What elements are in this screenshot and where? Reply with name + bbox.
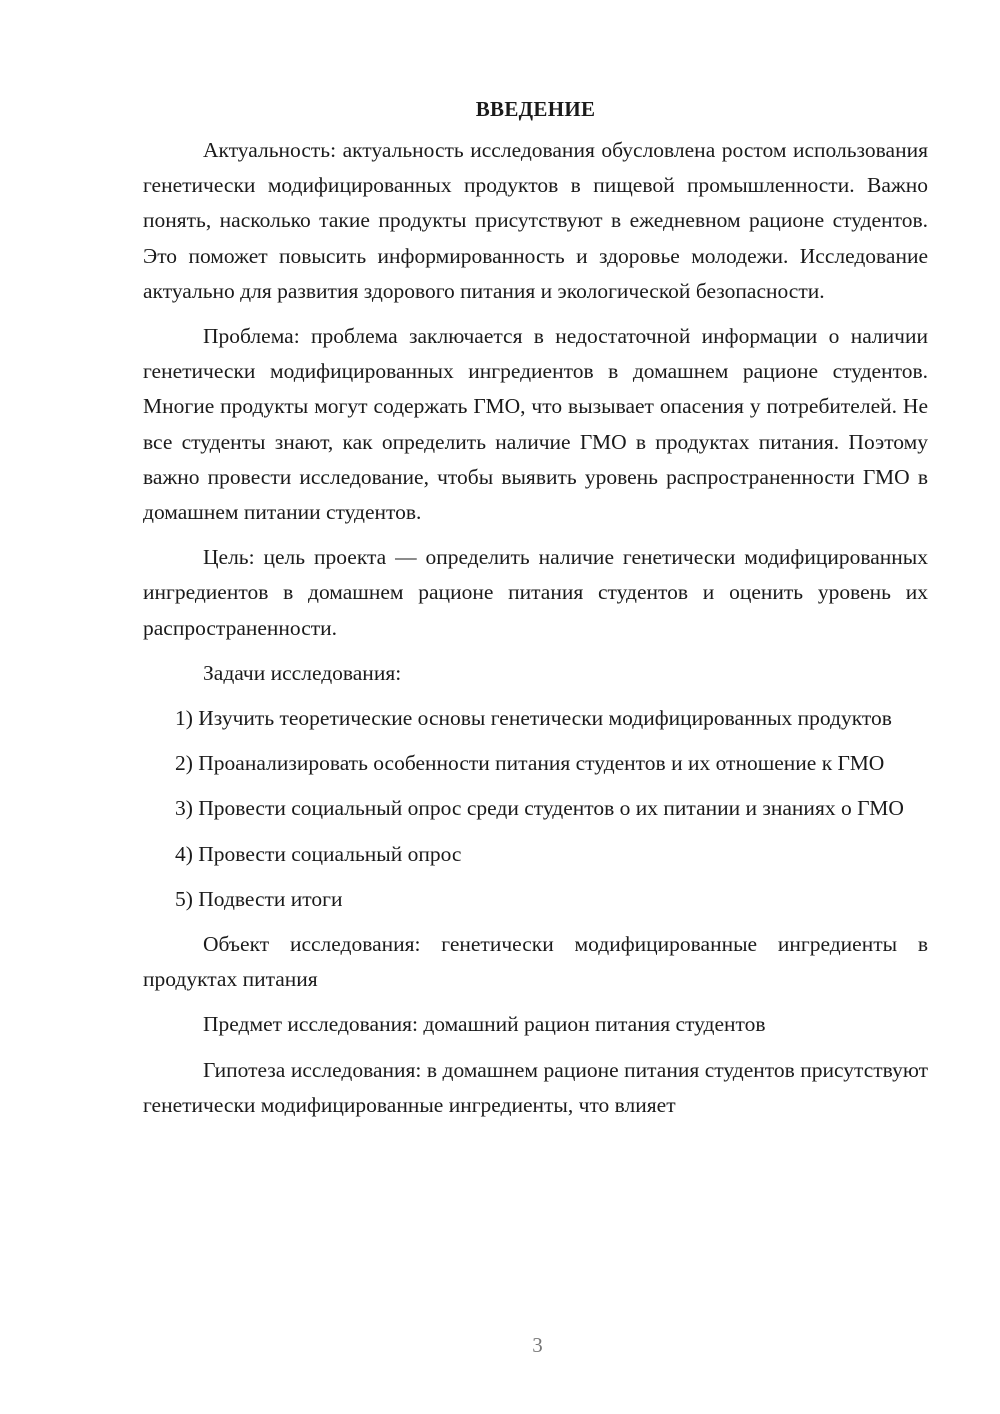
task-item-3: 3) Провести социальный опрос среди студентов о их питании и знаниях о ГМО [175, 796, 904, 821]
relevance-paragraph: Актуальность: актуальность исследования обусловлена ростом использования генетически модифицированных продуктов в пищевой промышленности. Важно понять, насколько такие продукты присутствуют в ежедневном рационе студентов. Это поможет повысить информированность и здоровье молодежи. Исследование актуально для развития здорового питания и экологической безопасности. [143, 138, 928, 303]
task-item-4: 4) Провести социальный опрос [175, 841, 462, 866]
goal-paragraph: Цель: цель проекта — определить наличие генетически модифицированных ингредиентов в домашнем рационе питания студентов и оценить уровень их распространенности. [143, 545, 928, 640]
page-body [143, 92, 928, 1133]
page-number: 3 [532, 1333, 543, 1357]
research-object-paragraph: Объект исследования: генетически модифицированные ингредиенты в продуктах питания [143, 932, 928, 992]
task-item-2: 2) Проанализировать особенности питания студентов и их отношение к ГМО [175, 751, 885, 776]
section-heading: ВВЕДЕНИЕ [475, 97, 596, 121]
problem-paragraph: Проблема: проблема заключается в недостаточной информации о наличии генетически модифицированных ингредиентов в домашнем рационе студентов. Многие продукты могут содержать ГМО, что вызывает опасения у потребителей. Не все студенты знают, как определить наличие ГМО в продуктах питания. Поэтому важно провести исследование, чтобы выявить уровень распространенности ГМО в домашнем питании студентов. [143, 324, 928, 525]
task-item-5: 5) Подвести итоги [175, 886, 343, 911]
tasks-heading: Задачи исследования: [203, 660, 402, 685]
research-subject-paragraph: Предмет исследования: домашний рацион питания студентов [203, 1012, 766, 1037]
task-item-1: 1) Изучить теоретические основы генетически модифицированных продуктов [175, 706, 892, 731]
hypothesis-paragraph: Гипотеза исследования: в домашнем рационе питания студентов присутствуют генетически модифицированные ингредиенты, что влияет [143, 1057, 928, 1117]
